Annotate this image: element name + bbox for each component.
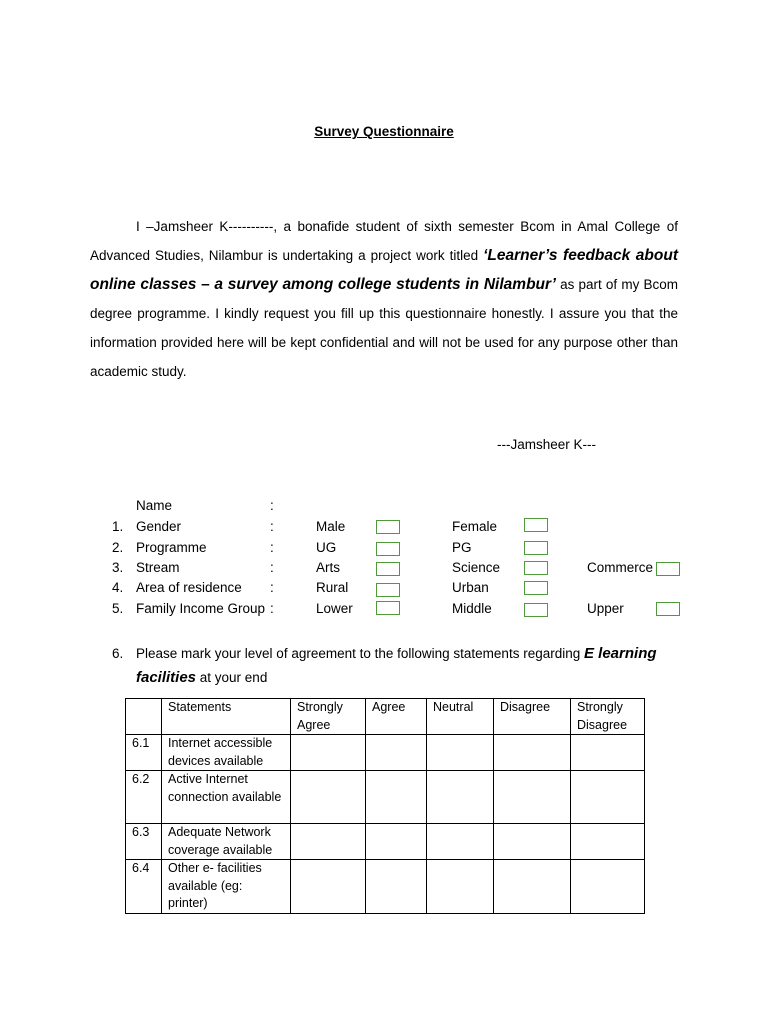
response-cell[interactable] bbox=[427, 824, 494, 860]
option-lower: Lower bbox=[316, 601, 353, 616]
header-cell bbox=[126, 699, 162, 735]
checkbox-commerce[interactable] bbox=[656, 562, 680, 576]
option-pg: PG bbox=[452, 540, 472, 555]
response-cell[interactable] bbox=[366, 771, 427, 824]
row-statement: Internet accessible devices available bbox=[162, 735, 291, 771]
option-ug: UG bbox=[316, 540, 337, 555]
row-statement: Other e- facilities available (eg: printer) bbox=[162, 860, 291, 914]
table-header-row bbox=[126, 699, 645, 735]
table-row bbox=[126, 735, 645, 771]
response-cell[interactable] bbox=[494, 735, 571, 771]
option-commerce: Commerce bbox=[587, 560, 654, 575]
residence-label: Area of residence bbox=[136, 580, 242, 595]
header-cell: Neutral bbox=[427, 699, 494, 735]
response-cell[interactable] bbox=[291, 824, 366, 860]
stream-label: Stream bbox=[136, 560, 180, 575]
checkbox-ug[interactable] bbox=[376, 542, 400, 556]
row-id: 6.3 bbox=[126, 824, 162, 860]
colon: : bbox=[270, 498, 274, 513]
question-text-before: Please mark your level of agreement to the following statements regarding bbox=[136, 646, 584, 661]
option-arts: Arts bbox=[316, 560, 341, 575]
colon: : bbox=[270, 601, 274, 616]
question-emphasis: E learning facilities bbox=[136, 645, 657, 686]
name-label: Name bbox=[136, 498, 173, 513]
row-statement: Active Internet connection available bbox=[162, 771, 291, 824]
table-row bbox=[126, 824, 645, 860]
response-cell[interactable] bbox=[494, 771, 571, 824]
row-id: 6.4 bbox=[126, 860, 162, 914]
response-cell[interactable] bbox=[571, 771, 645, 824]
programme-label: Programme bbox=[136, 540, 207, 555]
header-cell: Strongly Agree bbox=[291, 699, 366, 735]
option-upper: Upper bbox=[587, 601, 624, 616]
agreement-table bbox=[125, 698, 645, 914]
response-cell[interactable] bbox=[291, 735, 366, 771]
name-row bbox=[0, 498, 768, 518]
signature: ---Jamsheer K--- bbox=[497, 437, 597, 452]
row-statement: Adequate Network coverage available bbox=[162, 824, 291, 860]
response-cell[interactable] bbox=[291, 771, 366, 824]
response-cell[interactable] bbox=[366, 735, 427, 771]
checkbox-rural[interactable] bbox=[376, 583, 400, 597]
response-cell[interactable] bbox=[366, 824, 427, 860]
header-cell: Disagree bbox=[494, 699, 571, 735]
page-title: Survey Questionnaire bbox=[314, 124, 454, 139]
row-number: 3. bbox=[112, 560, 124, 575]
response-cell[interactable] bbox=[494, 824, 571, 860]
checkbox-lower[interactable] bbox=[376, 601, 400, 615]
option-male: Male bbox=[316, 519, 346, 534]
response-cell[interactable] bbox=[571, 860, 645, 914]
response-cell[interactable] bbox=[366, 860, 427, 914]
row-number: 4. bbox=[112, 580, 124, 595]
project-title: ‘Learner’s feedback about online classes – a survey among college students in Nilambur’ bbox=[90, 247, 678, 293]
colon: : bbox=[270, 580, 274, 595]
intro-text-after: as part of my Bcom degree programme. I kindly request you fill up this questionnaire honestly. I assure you that the information provided here will be kept confidential and will not be used for any purpose other than academic study. bbox=[90, 277, 678, 379]
option-rural: Rural bbox=[316, 580, 349, 595]
response-cell[interactable] bbox=[291, 860, 366, 914]
colon: : bbox=[270, 540, 274, 555]
colon: : bbox=[270, 560, 274, 575]
option-middle: Middle bbox=[452, 601, 492, 616]
question-number: 6. bbox=[112, 646, 124, 661]
checkbox-pg[interactable] bbox=[524, 541, 548, 555]
checkbox-science[interactable] bbox=[524, 561, 548, 575]
checkbox-female[interactable] bbox=[524, 518, 548, 532]
checkbox-arts[interactable] bbox=[376, 562, 400, 576]
response-cell[interactable] bbox=[571, 735, 645, 771]
row-number: 1. bbox=[112, 519, 124, 534]
option-urban: Urban bbox=[452, 580, 489, 595]
intro-paragraph bbox=[90, 212, 678, 386]
question-text-after: at your end bbox=[196, 670, 268, 685]
checkbox-male[interactable] bbox=[376, 520, 400, 534]
checkbox-urban[interactable] bbox=[524, 581, 548, 595]
response-cell[interactable] bbox=[571, 824, 645, 860]
income-label: Family Income Group bbox=[136, 601, 266, 616]
header-cell: Strongly Disagree bbox=[571, 699, 645, 735]
header-cell: Agree bbox=[366, 699, 427, 735]
table-row bbox=[126, 860, 645, 914]
row-id: 6.1 bbox=[126, 735, 162, 771]
response-cell[interactable] bbox=[427, 771, 494, 824]
table-row bbox=[126, 771, 645, 824]
checkbox-middle[interactable] bbox=[524, 603, 548, 617]
row-id: 6.2 bbox=[126, 771, 162, 824]
checkbox-upper[interactable] bbox=[656, 602, 680, 616]
gender-label: Gender bbox=[136, 519, 182, 534]
row-number: 2. bbox=[112, 540, 124, 555]
response-cell[interactable] bbox=[494, 860, 571, 914]
response-cell[interactable] bbox=[427, 735, 494, 771]
option-science: Science bbox=[452, 560, 501, 575]
intro-text-before: I –Jamsheer K----------, a bonafide student of sixth semester Bcom in Amal College of Advanced Studies, Nilambur is undertaking a project work titled bbox=[90, 219, 678, 263]
row-number: 5. bbox=[112, 601, 124, 616]
header-cell: Statements bbox=[162, 699, 291, 735]
response-cell[interactable] bbox=[427, 860, 494, 914]
question-text bbox=[136, 642, 692, 690]
option-female: Female bbox=[452, 519, 498, 534]
colon: : bbox=[270, 519, 274, 534]
